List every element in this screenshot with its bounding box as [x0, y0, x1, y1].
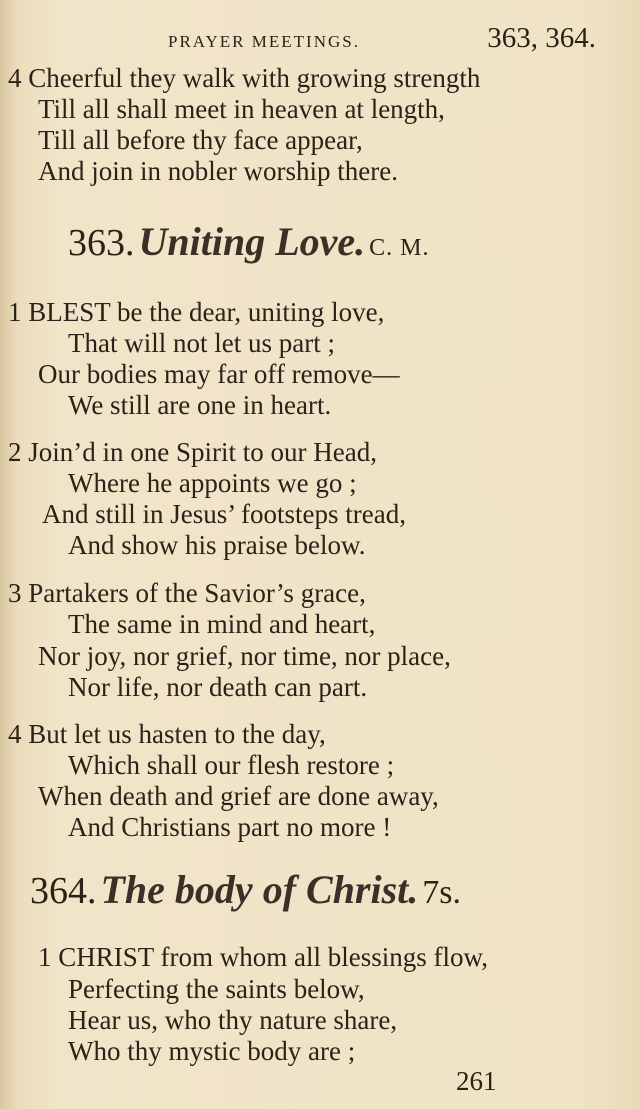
hymn-number: 363.: [68, 222, 135, 264]
running-head-title: PRAYER MEETINGS.: [168, 32, 360, 51]
hymn-363-heading: [68, 218, 430, 265]
verse-line: Hear us, who thy nature share,: [68, 1005, 398, 1035]
stanza-number: 3: [8, 578, 22, 608]
hymn-meter: C. M.: [369, 235, 430, 261]
stanza-number: 2: [8, 437, 22, 467]
stanza-number: 4: [8, 63, 22, 93]
verse-line: And Christians part no more !: [68, 812, 392, 842]
verse-line: Where he appoints we go ;: [68, 468, 357, 498]
verse-line: Nor joy, nor grief, nor time, nor place,: [38, 641, 451, 671]
verse-line: 4 But let us hasten to the day,: [8, 719, 326, 749]
stanza-number: 1: [38, 942, 52, 972]
verse-line: Till all shall meet in heaven at length,: [38, 94, 445, 124]
hymn-364-heading: [30, 866, 461, 913]
verse-line: And show his praise below.: [68, 530, 366, 560]
stanza-number: 4: [8, 719, 22, 749]
page-number: 261: [456, 1066, 497, 1096]
hymn-meter: 7s.: [422, 874, 462, 911]
verse-line: We still are one in heart.: [68, 390, 332, 420]
verse-line: And still in Jesus’ footsteps tread,: [42, 499, 406, 529]
verse-line: Perfecting the saints below,: [68, 974, 365, 1004]
verse-line: 4 Cheerful they walk with growing strength: [8, 63, 481, 93]
verse-line: 1 BLEST be the dear, uniting love,: [8, 297, 385, 327]
verse-line: 3 Partakers of the Savior’s grace,: [8, 578, 366, 608]
verse-line: Our bodies may far off remove—: [38, 359, 400, 389]
hymn-title: Uniting Love.: [138, 219, 366, 264]
hymn-title: The body of Christ.: [100, 867, 419, 912]
verse-line: 2 Join’d in one Spirit to our Head,: [8, 437, 377, 467]
running-head: [0, 22, 640, 62]
verse-line: That will not let us part ;: [68, 328, 335, 358]
verse-line: And join in nobler worship there.: [38, 156, 398, 186]
running-head-hymn-numbers: 363, 364.: [487, 22, 596, 54]
stanza-number: 1: [8, 297, 22, 327]
verse-line: Nor life, nor death can part.: [68, 672, 368, 702]
verse-line: Till all before thy face appear,: [38, 125, 363, 155]
verse-line: Which shall our flesh restore ;: [68, 750, 395, 780]
verse-line: When death and grief are done away,: [38, 781, 439, 811]
verse-line: Who thy mystic body are ;: [68, 1036, 356, 1066]
verse-line: 1 CHRIST from whom all blessings flow,: [38, 942, 488, 972]
hymn-number: 364.: [30, 870, 97, 912]
verse-line: The same in mind and heart,: [68, 609, 376, 639]
